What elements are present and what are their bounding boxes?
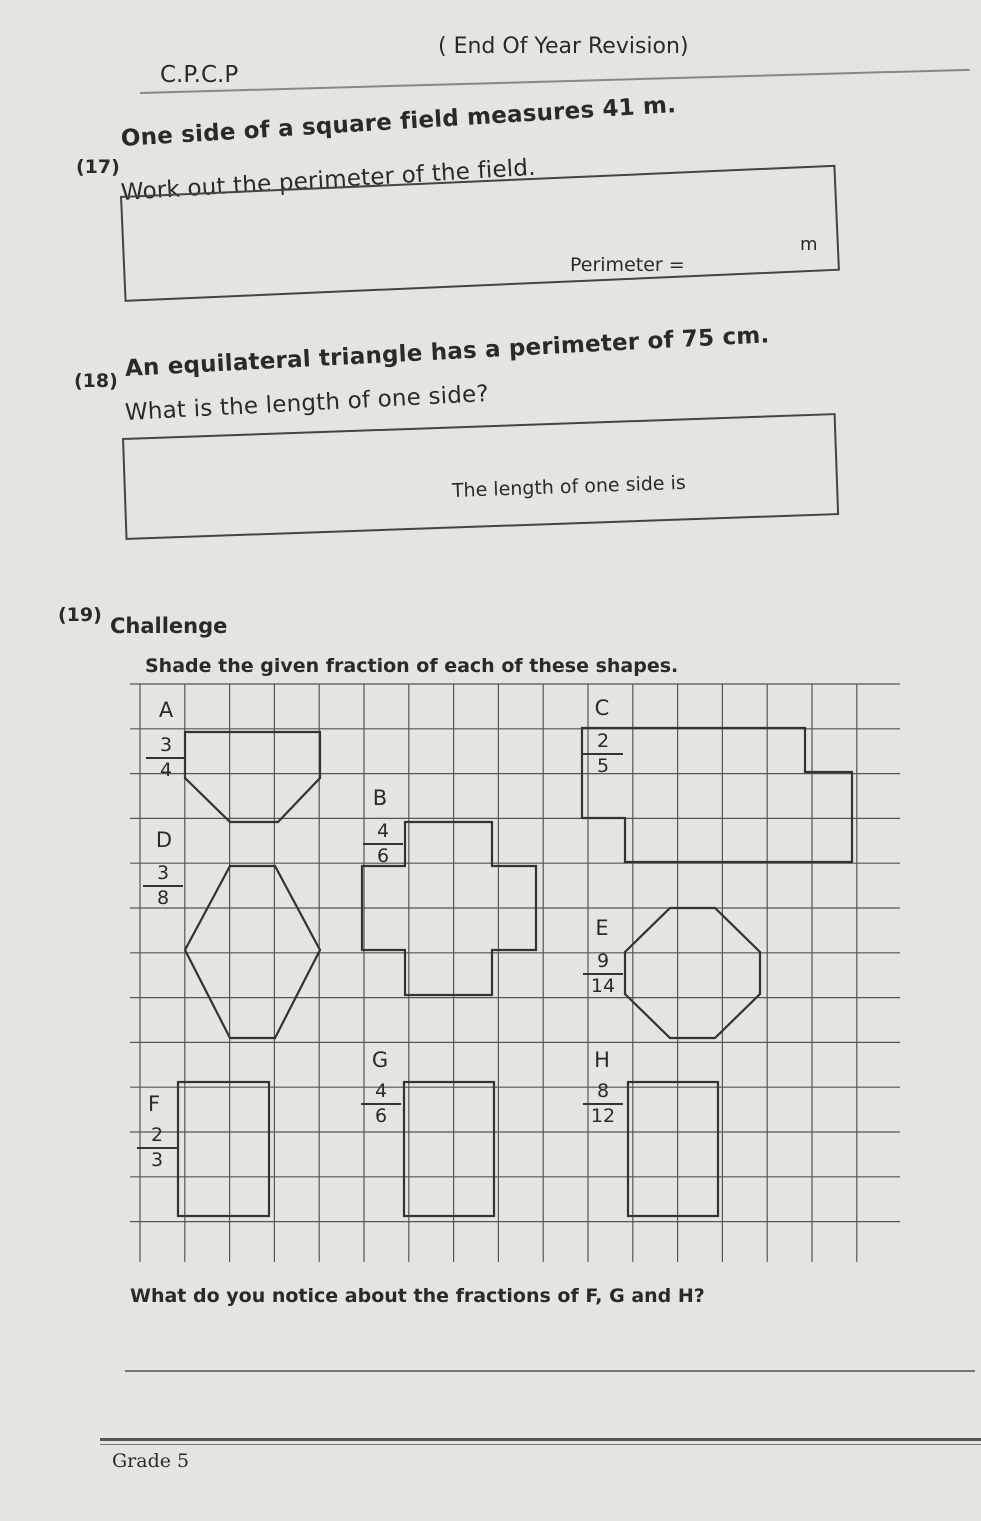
q18-number: (18): [74, 370, 118, 392]
q17-answer-label: Perimeter =: [570, 254, 685, 276]
label-h: H: [594, 1048, 610, 1072]
label-c: C: [594, 696, 610, 720]
shape-g[interactable]: [404, 1082, 494, 1216]
school-name: C.P.C.P: [160, 62, 239, 88]
fraction-f: $\frac{2}{3}$: [137, 1126, 177, 1170]
footer-rule-thin: [100, 1444, 981, 1445]
q18-answer-label: The length of one side is: [451, 471, 687, 502]
q18-line2: What is the length of one side?: [124, 380, 490, 426]
label-f: F: [147, 1092, 161, 1116]
fraction-b: $\frac{4}{6}$: [363, 822, 403, 866]
q17-line1: One side of a square field measures 41 m.: [120, 92, 677, 152]
q17-unit: m: [800, 234, 818, 255]
grid-lines: [130, 684, 900, 1262]
answer-line[interactable]: [125, 1370, 975, 1372]
q17-number: (17): [76, 156, 120, 178]
q17-line2: Work out the perimeter of the field.: [120, 154, 537, 206]
label-g: G: [371, 1048, 389, 1072]
fraction-e: $\frac{9}{14}$: [583, 952, 623, 996]
fraction-g: $\frac{4}{6}$: [361, 1082, 401, 1126]
q19-title: Challenge: [110, 614, 228, 638]
label-d: D: [155, 828, 173, 852]
q19-number: (19): [58, 604, 102, 626]
label-a: A: [158, 698, 174, 722]
q19-instruction: Shade the given fraction of each of these shapes.: [145, 655, 679, 677]
shape-h[interactable]: [628, 1082, 718, 1216]
fraction-h: $\frac{8}{12}$: [583, 1082, 623, 1126]
shape-a[interactable]: [185, 732, 320, 822]
shape-d[interactable]: [185, 866, 320, 1038]
footer-rule: [100, 1438, 981, 1441]
fraction-a: $\frac{3}{4}$: [146, 736, 186, 780]
fraction-d: $\frac{3}{8}$: [143, 864, 183, 908]
label-b: B: [372, 786, 388, 810]
label-e: E: [595, 916, 609, 940]
fraction-c: $\frac{2}{5}$: [583, 732, 623, 776]
q19-question: What do you notice about the fractions of F, G and H?: [130, 1285, 705, 1307]
worksheet-title: ( End Of Year Revision): [438, 34, 689, 59]
shape-f[interactable]: [178, 1082, 269, 1216]
shape-e[interactable]: [625, 908, 760, 1038]
grade-label: Grade 5: [112, 1450, 190, 1472]
q18-line1: An equilateral triangle has a perimeter of 75 cm.: [124, 322, 771, 382]
